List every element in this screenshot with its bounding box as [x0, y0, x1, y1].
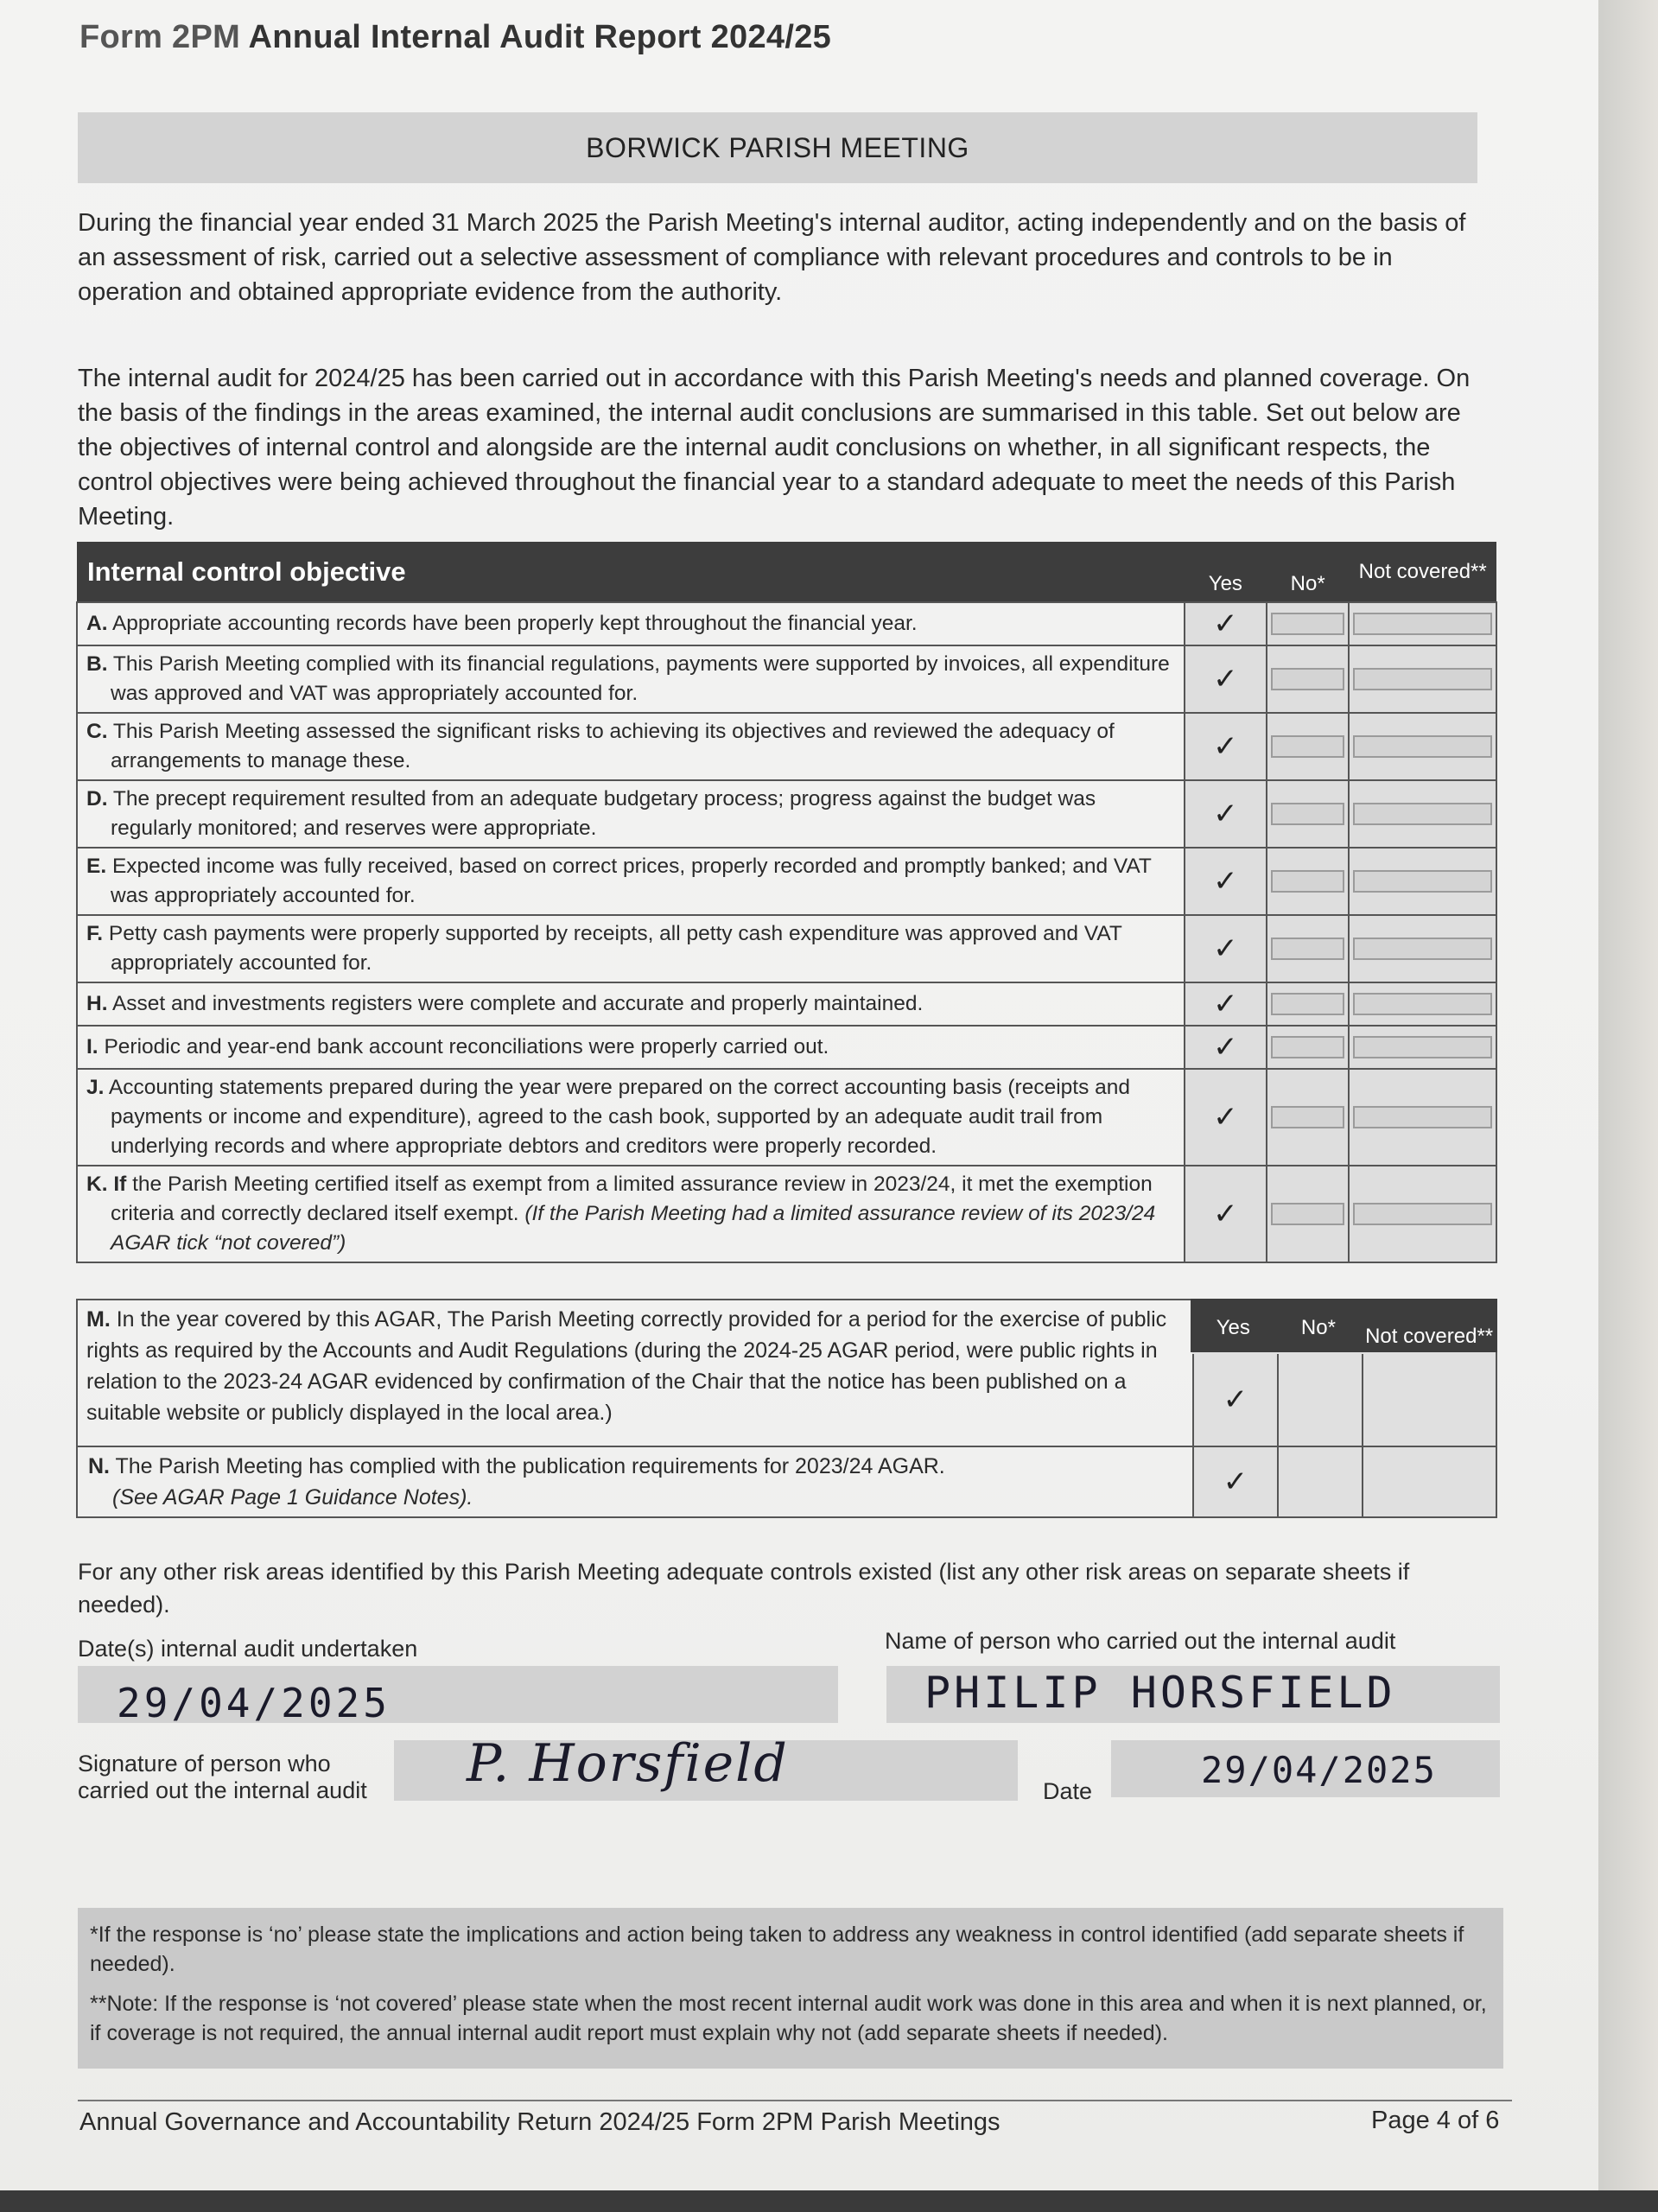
checkbox-area: [1271, 668, 1344, 690]
background-surface: [0, 2190, 1658, 2212]
header-no: No*: [1300, 1316, 1336, 1339]
objective-emphasis: If: [113, 1173, 127, 1196]
objective-cell: [77, 713, 1185, 780]
no-checkbox[interactable]: [1267, 1069, 1349, 1166]
objective-cell: [77, 1166, 1185, 1262]
page-number: Page 4 of 6: [1371, 2107, 1500, 2134]
objective-letter: A.: [86, 612, 108, 635]
table-row: [77, 1166, 1496, 1262]
note-not-covered: **Note: If the response is ‘not covered’ please state when the most recent internal audit work was done in this area and when it is next planned, or, if coverage is not required, the annual internal audit report must explain why not (add separate sheets if needed).: [90, 1992, 1487, 2045]
not-covered-checkbox[interactable]: [1362, 1447, 1496, 1516]
check-mark-icon: ✓: [1213, 1030, 1238, 1065]
yes-checkbox[interactable]: [1185, 1026, 1267, 1069]
not-covered-checkbox[interactable]: [1349, 1026, 1496, 1069]
checkbox-area: [1271, 870, 1344, 893]
checkbox-area: [1353, 870, 1492, 893]
checkbox-area: [1271, 613, 1344, 635]
header-yes: Yes: [1185, 542, 1267, 602]
objective-letter: I.: [86, 1035, 98, 1058]
checkbox-area: [1271, 993, 1344, 1015]
not-covered-checkbox[interactable]: [1349, 1166, 1496, 1262]
not-covered-checkbox[interactable]: [1349, 602, 1496, 645]
objective-note: (See AGAR Page 1 Guidance Notes).: [112, 1485, 473, 1510]
checkbox-area: [1353, 1106, 1492, 1128]
objective-cell: [77, 1069, 1185, 1166]
signature-label-line2: carried out the internal audit: [78, 1777, 367, 1803]
not-covered-checkbox[interactable]: [1349, 848, 1496, 915]
authority-name: BORWICK PARISH MEETING: [586, 131, 969, 163]
no-checkbox[interactable]: [1267, 1026, 1349, 1069]
no-checkbox[interactable]: [1267, 915, 1349, 982]
objective-cell: [77, 1026, 1185, 1069]
intro-paragraph-1: During the financial year ended 31 March 2025 the Parish Meeting's internal auditor, acting independently and on the basis of an assessment of risk, carried out a selective assessment of compliance with relevant procedures and controls to be in operation and obtained appropriate evidence from the authority.: [78, 209, 1466, 306]
objective-text: Periodic and year-end bank account reconciliations were properly carried out.: [104, 1035, 829, 1058]
footer-text: Annual Governance and Accountability Return 2024/25 Form 2PM Parish Meetings: [79, 2108, 1001, 2136]
check-mark-icon: ✓: [1223, 1382, 1248, 1417]
no-checkbox[interactable]: [1277, 1354, 1362, 1446]
table-header-row: [77, 542, 1496, 602]
check-mark-icon: ✓: [1213, 1197, 1238, 1231]
check-mark-icon: ✓: [1213, 931, 1238, 966]
checkbox-area: [1353, 1036, 1492, 1058]
table-row: [77, 915, 1496, 982]
not-covered-checkbox[interactable]: [1362, 1354, 1496, 1446]
header-objective: Internal control objective: [77, 542, 1185, 602]
table-row: [77, 848, 1496, 915]
table-row: [77, 713, 1496, 780]
page-edge: [1598, 0, 1658, 2212]
yes-checkbox[interactable]: [1185, 645, 1267, 713]
no-checkbox[interactable]: [1267, 645, 1349, 713]
not-covered-checkbox[interactable]: [1349, 982, 1496, 1026]
objective-text: Petty cash payments were properly supported by receipts, all petty cash expenditure was approved and VAT appropriately accounted for.: [108, 922, 1122, 975]
checkbox-area: [1353, 938, 1492, 960]
objective-letter: B.: [86, 652, 108, 676]
report-title: Annual Internal Audit Report 2024/25: [248, 19, 832, 55]
page-title: [79, 19, 831, 56]
check-mark-icon: ✓: [1213, 729, 1238, 764]
objective-text: Asset and investments registers were complete and accurate and properly maintained.: [111, 992, 924, 1015]
check-mark-icon: ✓: [1213, 607, 1238, 641]
objective-letter: C.: [86, 720, 108, 743]
intro-paragraph-2: The internal audit for 2024/25 has been carried out in accordance with this Parish Meeting's needs and planned coverage. On the basis of the findings in the areas examined, the internal audit conclusions are summarised in this table. Set out below are the objectives of internal control and alongside are the internal audit conclusions on whether, in all significant respects, the control objectives were being achieved throughout the financial year to a standard adequate to meet the needs of this Parish Meeting.: [78, 365, 1471, 531]
objective-letter: F.: [86, 922, 104, 945]
no-checkbox[interactable]: [1267, 780, 1349, 848]
objective-cell: [77, 645, 1185, 713]
yes-checkbox[interactable]: [1185, 602, 1267, 645]
objective-cell: [77, 780, 1185, 848]
checkbox-area: [1353, 668, 1492, 690]
check-mark-icon: ✓: [1213, 662, 1238, 696]
objective-letter: J.: [86, 1076, 105, 1099]
objective-text: the Parish Meeting certified itself as exempt from a limited assurance review in 2023/24, it met the exemption criteria and correctly declared itself exempt.: [111, 1173, 1153, 1225]
date-value: 29/04/2025: [1201, 1749, 1437, 1791]
authority-name-banner: [78, 112, 1477, 183]
table-row: [77, 1026, 1496, 1069]
objective-cell: [77, 982, 1185, 1026]
checkbox-area: [1353, 735, 1492, 758]
check-mark-icon: ✓: [1213, 1100, 1238, 1135]
objective-letter: K.: [86, 1173, 108, 1196]
objective-letter: H.: [86, 992, 108, 1015]
objective-text: This Parish Meeting complied with its financial regulations, payments were supported by invoices, all expenditure was approved and VAT was appropriately accounted for.: [111, 652, 1170, 705]
table-row: [77, 645, 1496, 713]
objective-note: (If the Parish Meeting had a limited assurance review of its 2023/24 AGAR tick “not covered”): [111, 1202, 1156, 1255]
objective-text: This Parish Meeting assessed the significant risks to achieving its objectives and reviewed the adequacy of arrangements to manage these.: [111, 720, 1115, 772]
checkbox-area: [1353, 803, 1492, 825]
not-covered-checkbox[interactable]: [1349, 915, 1496, 982]
note-no: *If the response is ‘no’ please state the implications and action being taken to address any weakness in control identified (add separate sheets if needed).: [90, 1923, 1464, 1976]
objective-text: Expected income was fully received, based on correct prices, properly recorded and promptly banked; and VAT was appropriately accounted for.: [111, 855, 1152, 907]
checkbox-area: [1271, 735, 1344, 758]
yes-checkbox[interactable]: [1185, 780, 1267, 848]
not-covered-checkbox[interactable]: [1349, 780, 1496, 848]
objective-cell: [77, 915, 1185, 982]
checkbox-area: [1271, 1036, 1344, 1058]
objective-letter: N.: [88, 1454, 110, 1478]
audit-dates-label: Date(s) internal audit undertaken: [78, 1636, 418, 1662]
auditor-name-value: PHILIP HORSFIELD: [924, 1668, 1396, 1718]
checkbox-area: [1271, 938, 1344, 960]
footer-divider: [78, 2100, 1512, 2101]
check-mark-icon: ✓: [1213, 987, 1238, 1021]
objective-text: Appropriate accounting records have been properly kept throughout the financial year.: [111, 612, 918, 635]
header-no: No*: [1267, 542, 1349, 602]
no-checkbox[interactable]: [1267, 602, 1349, 645]
public-rights-header: [1191, 1299, 1497, 1352]
checkbox-area: [1271, 1106, 1344, 1128]
objective-letter: M.: [86, 1307, 111, 1332]
not-covered-checkbox[interactable]: [1349, 713, 1496, 780]
checkbox-area: [1353, 613, 1492, 635]
checkbox-area: [1353, 993, 1492, 1015]
header-not-covered: Not covered**: [1365, 1325, 1494, 1348]
checkbox-area: [1353, 1203, 1492, 1225]
no-checkbox[interactable]: [1267, 713, 1349, 780]
objective-text: In the year covered by this AGAR, The Parish Meeting correctly provided for a period for the exercise of public rights as required by the Accounts and Audit Regulations (during the 2024-25 AGAR period, were public rights in relation to the 2023-24 AGAR evidenced by confirmation of the Chair that the notice has been published on a suitable website or publicly displayed in the local area.): [86, 1307, 1167, 1425]
check-mark-icon: ✓: [1213, 797, 1238, 831]
not-covered-checkbox[interactable]: [1349, 1069, 1496, 1166]
yes-checkbox[interactable]: [1185, 713, 1267, 780]
yes-checkbox[interactable]: [1185, 1166, 1267, 1262]
objective-cell: [77, 848, 1185, 915]
yes-checkbox[interactable]: [1192, 1354, 1277, 1446]
checkbox-area: [1271, 803, 1344, 825]
signature-value: P. Horsfield: [467, 1733, 789, 1794]
yes-checkbox[interactable]: [1185, 915, 1267, 982]
objective-text: The precept requirement resulted from an adequate budgetary process; progress against the budget was regularly monitored; and reserves were appropriate.: [111, 787, 1096, 840]
objective-text: The Parish Meeting has complied with the publication requirements for 2023/24 AGAR.: [115, 1454, 945, 1478]
not-covered-checkbox[interactable]: [1349, 645, 1496, 713]
checkbox-area: [1271, 1203, 1344, 1225]
auditor-name-label: Name of person who carried out the internal audit: [885, 1628, 1396, 1654]
table-row: [77, 780, 1496, 848]
no-checkbox[interactable]: [1267, 982, 1349, 1026]
audit-dates-value: 29/04/2025: [117, 1680, 391, 1726]
table-row-n: [78, 1447, 1496, 1516]
table-row: [77, 982, 1496, 1026]
header-not-covered: Not covered**: [1349, 542, 1496, 602]
form-number: Form 2PM: [79, 19, 241, 55]
header-yes: Yes: [1216, 1316, 1250, 1339]
yes-checkbox[interactable]: [1192, 1447, 1277, 1516]
table-row: [77, 1069, 1496, 1166]
notes-box: [78, 1908, 1503, 2069]
objective-cell: [77, 602, 1185, 645]
yes-checkbox[interactable]: [1185, 1069, 1267, 1166]
table-row: [77, 602, 1496, 645]
objective-letter: E.: [86, 855, 107, 878]
date-label: Date: [1043, 1778, 1093, 1804]
other-risks-text: For any other risk areas identified by this Parish Meeting adequate controls existed (list any other risk areas on separate sheets if needed).: [78, 1559, 1410, 1618]
yes-checkbox[interactable]: [1185, 982, 1267, 1026]
objective-m: [78, 1300, 1192, 1446]
objective-letter: D.: [86, 787, 108, 810]
no-checkbox[interactable]: [1277, 1447, 1362, 1516]
check-mark-icon: ✓: [1223, 1465, 1248, 1499]
no-checkbox[interactable]: [1267, 1166, 1349, 1262]
signature-label: [78, 1751, 367, 1804]
signature-label-line1: Signature of person who: [78, 1751, 331, 1777]
internal-control-table: [76, 542, 1497, 1263]
objective-n: [78, 1447, 1192, 1516]
check-mark-icon: ✓: [1213, 864, 1238, 899]
objective-text: Accounting statements prepared during the year were prepared on the correct accounting basis (receipts and payments or income and expenditure), agreed to the cash book, supported by an adequate audit trail from underlying records and where appropriate debtors and creditors were properly recorded.: [108, 1076, 1131, 1158]
yes-checkbox[interactable]: [1185, 848, 1267, 915]
no-checkbox[interactable]: [1267, 848, 1349, 915]
